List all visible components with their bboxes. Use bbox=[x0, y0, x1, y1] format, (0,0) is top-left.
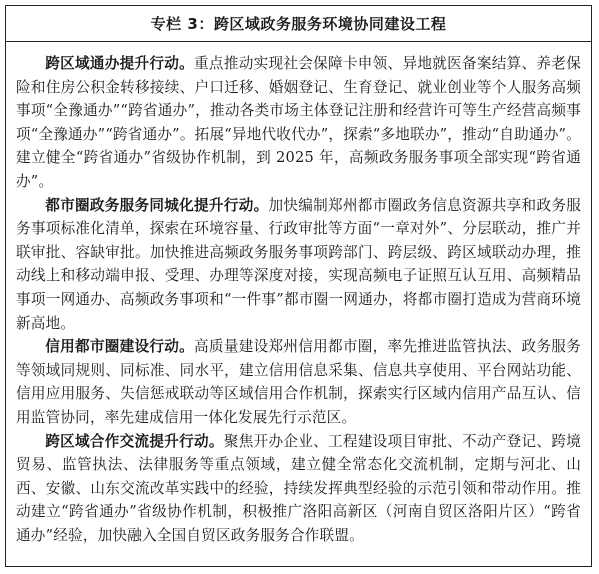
paragraph-credit-metro bbox=[16, 335, 581, 429]
paragraph-lead: 都市圈政务服务同城化提升行动。 bbox=[45, 196, 269, 214]
column-title: 专栏 3：跨区域政务服务环境协同建设工程 bbox=[150, 15, 447, 33]
paragraph-metro-integration bbox=[16, 194, 581, 336]
paragraph-cooperation-exchange bbox=[16, 430, 581, 548]
paragraph-lead: 跨区域合作交流提升行动。 bbox=[45, 432, 224, 450]
paragraph-body: 重点推动实现社会保障卡申领、异地就医备案结算、养老保险和住房公积金转移接续、户口迁移、婚姻登记、生育登记、就业创业等个人服务高频事项“全豫通办”“跨省通办”，推动各类市场主体登记注册和经营许可等生产经营高频事项“全豫通办”“跨省通办”。拓展“异地代收代办”，探索“多地联办”，推动“自助通办”。建立健全“跨省通办”省级协作机制，到 2025 年，高频政务服务事项全部实现“跨省通办”。 bbox=[16, 55, 581, 190]
paragraph-lead: 信用都市圈建设行动。 bbox=[45, 338, 195, 356]
column-content bbox=[6, 42, 591, 547]
title-row bbox=[6, 6, 591, 42]
paragraph-body: 高质量建设郑州信用都市圈，率先推进监管执法、政务服务等领域同规则、同标准、同水平，建立信用信息采集、信息共享使用、平台网站功能、信用应用服务、失信惩戒联动等区域信用合作机制，探索实行区域内信用产品互认、信用监管协同，率先建成信用一体化发展先行示范区。 bbox=[16, 338, 581, 426]
paragraph-lead: 跨区域通办提升行动。 bbox=[45, 55, 195, 72]
paragraph-body: 加快编制郑州都市圈政务信息资源共享和政务服务事项标准化清单，探索在环境容量、行政审批等方面“一章对外”、分层联动，推广并联审批、容缺审批。加快推进高频政务服务事项跨部门、跨层级、跨区域联动办理，推动线上和移动端申报、受理、办理等深度对接，实现高频电子证照互认互用、高频精品事项一网通办、高频政务事项和“一件事”都市圈一网通办，将都市圈打造成为营商环境新高地。 bbox=[16, 196, 581, 332]
paragraph-cross-region-service bbox=[16, 52, 581, 194]
column-box bbox=[5, 5, 592, 567]
paragraph-body: 聚焦开办企业、工程建设项目审批、不动产登记、跨境贸易、监管执法、法律服务等重点领域，建立健全常态化交流机制，定期与河北、山西、安徽、山东交流改革实践中的经验，持续发挥典型经验的示范引领和带动作用。推动建立“跨省通办”省级协作机制，积极推广洛阳高新区（河南自贸区洛阳片区）“跨省通办”经验，加快融入全国自贸区政务服务合作联盟。 bbox=[16, 432, 581, 544]
